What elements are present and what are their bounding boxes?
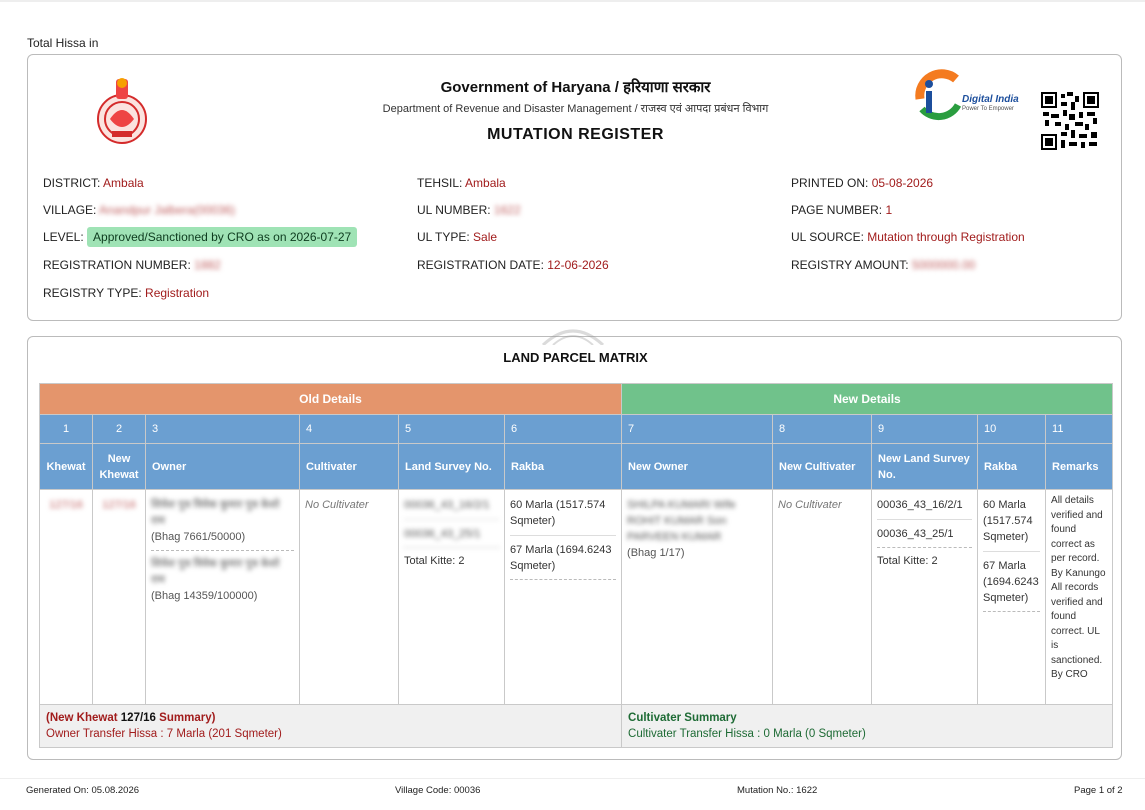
owner-entry [151, 497, 294, 551]
qr-code-icon [1041, 92, 1099, 150]
survey-number: 00036_43_16/2/1 [404, 497, 499, 520]
rakba-value: 67 Marla (1694.6243 Sqmeter) [510, 542, 616, 580]
col-header-new-owner: New Owner [622, 444, 773, 490]
col-header-owner: Owner [146, 444, 300, 490]
col-header-land-survey: Land Survey No. [399, 444, 505, 490]
matrix-title: LAND PARCEL MATRIX [503, 350, 648, 365]
col-header-rakba: Rakba [505, 444, 622, 490]
new-cultivater-value: No Cultivater [778, 499, 842, 511]
owner-bhag: (Bhag 7661/50000) [151, 531, 246, 543]
survey-number: 00036_43_25/1 [404, 526, 499, 548]
ul-type-field: UL TYPE: Sale [417, 230, 498, 244]
doc-title: MUTATION REGISTER [487, 126, 664, 143]
owner-name: शिवेश पुत्र विवेक कुमार पुत्र केशो राम [151, 558, 280, 586]
page-indicator: Page 1 of 2 [1074, 785, 1123, 796]
registration-date-field: REGISTRATION DATE: 12-06-2026 [417, 258, 609, 272]
ul-source-field: UL SOURCE: Mutation through Registration [791, 230, 1025, 244]
old-details-header: Old Details [40, 384, 622, 415]
cultivater-value: No Cultivater [305, 499, 369, 511]
owner-name: शिवेश पुत्र विवेक कुमार पुत्र केशो राम [151, 499, 280, 527]
new-rakba-value: 67 Marla (1694.6243 Sqmeter) [983, 558, 1040, 612]
district-field: DISTRICT: Ambala [43, 176, 144, 190]
registration-number-field: REGISTRATION NUMBER: 1882 [43, 258, 221, 272]
status-badge: Approved/Sanctioned by CRO as on 2026-07-27 [87, 227, 357, 247]
new-rakba-value: 60 Marla (1517.574 Sqmeter) [983, 497, 1040, 552]
col-header-cultivater: Cultivater [300, 444, 399, 490]
table-row [40, 490, 1113, 705]
cultivater-summary-title: Cultivater Summary [628, 712, 737, 724]
village-code: Village Code: 00036 [395, 785, 481, 796]
page-label: Total Hissa in [27, 36, 99, 50]
generated-on: Generated On: 05.08.2026 [26, 785, 140, 796]
land-parcel-table [39, 383, 1113, 748]
new-total-kitte: Total Kitte: 2 [877, 555, 938, 567]
col-number: 4 [300, 415, 399, 444]
khewat-value: 127/16 [49, 499, 83, 511]
col-number: 7 [622, 415, 773, 444]
page-number-field: PAGE NUMBER: 1 [791, 203, 893, 217]
top-divider [0, 0, 1145, 2]
ul-number-field: UL NUMBER: 1622 [417, 203, 521, 217]
mutation-header-card [27, 54, 1122, 321]
remarks-value: All details verified and found correct as per record. By Kanungo All records verified and found correct. UL is sanctioned. By CRO [1046, 490, 1113, 705]
owner-bhag: (Bhag 14359/100000) [151, 590, 258, 602]
registry-amount-field: REGISTRY AMOUNT: 5000000.00 [791, 258, 976, 272]
new-details-header: New Details [622, 384, 1113, 415]
owner-transfer-hissa: Owner Transfer Hissa : 7 Marla (201 Sqmeter) [46, 728, 282, 740]
new-survey-number: 00036_43_16/2/1 [877, 497, 972, 520]
tehsil-field: TEHSIL: Ambala [417, 176, 506, 190]
printed-on-field: PRINTED ON: 05-08-2026 [791, 176, 934, 190]
col-header-khewat: Khewat [40, 444, 93, 490]
gov-title: Government of Haryana / हरियाणा सरकार [440, 79, 711, 96]
department-name: Department of Revenue and Disaster Management / राजस्व एवं आपदा प्रबंधन विभाग [382, 103, 769, 115]
col-number: 9 [872, 415, 978, 444]
new-owner-bhag: (Bhag 1/17) [627, 547, 685, 559]
owner-summary-title: (New Khewat 127/16 Summary) [46, 712, 216, 724]
new-khewat-value: 127/16 [102, 499, 136, 511]
digital-india-text: Digital India [962, 94, 1019, 105]
col-header-new-rakba: Rakba [978, 444, 1046, 490]
col-number: 8 [773, 415, 872, 444]
col-number: 1 [40, 415, 93, 444]
col-header-new-cultivater: New Cultivater [773, 444, 872, 490]
col-header-new-khewat: New Khewat [93, 444, 146, 490]
registry-type-field: REGISTRY TYPE: Registration [43, 286, 210, 300]
mutation-number: Mutation No.: 1622 [737, 785, 818, 796]
col-number: 11 [1046, 415, 1113, 444]
summary-row [40, 705, 1113, 748]
village-field: VILLAGE: Anandpur Jalbera(00036) [43, 203, 236, 217]
owner-entry [151, 556, 294, 604]
land-parcel-card [27, 336, 1122, 760]
col-number: 2 [93, 415, 146, 444]
col-header-new-land-survey: New Land Survey No. [872, 444, 978, 490]
total-kitte: Total Kitte: 2 [404, 555, 465, 567]
cultivater-transfer-hissa: Cultivater Transfer Hissa : 0 Marla (0 Sqmeter) [628, 728, 866, 740]
level-field: LEVEL: Approved/Sanctioned by CRO as on 2026-07-27 [43, 227, 357, 247]
new-owner-name: SHILPA KUMARI Wife ROHIT KUMAR Son PARVEEN KUMAR [627, 499, 736, 543]
col-number: 6 [505, 415, 622, 444]
digital-india-tagline: Power To Empower [962, 106, 1014, 112]
footer-divider [0, 778, 1145, 779]
new-survey-number: 00036_43_25/1 [877, 526, 972, 548]
col-number: 10 [978, 415, 1046, 444]
rakba-value: 60 Marla (1517.574 Sqmeter) [510, 497, 616, 536]
col-number: 5 [399, 415, 505, 444]
col-number: 3 [146, 415, 300, 444]
watermark-emblem-icon [538, 325, 608, 345]
col-header-remarks: Remarks [1046, 444, 1113, 490]
